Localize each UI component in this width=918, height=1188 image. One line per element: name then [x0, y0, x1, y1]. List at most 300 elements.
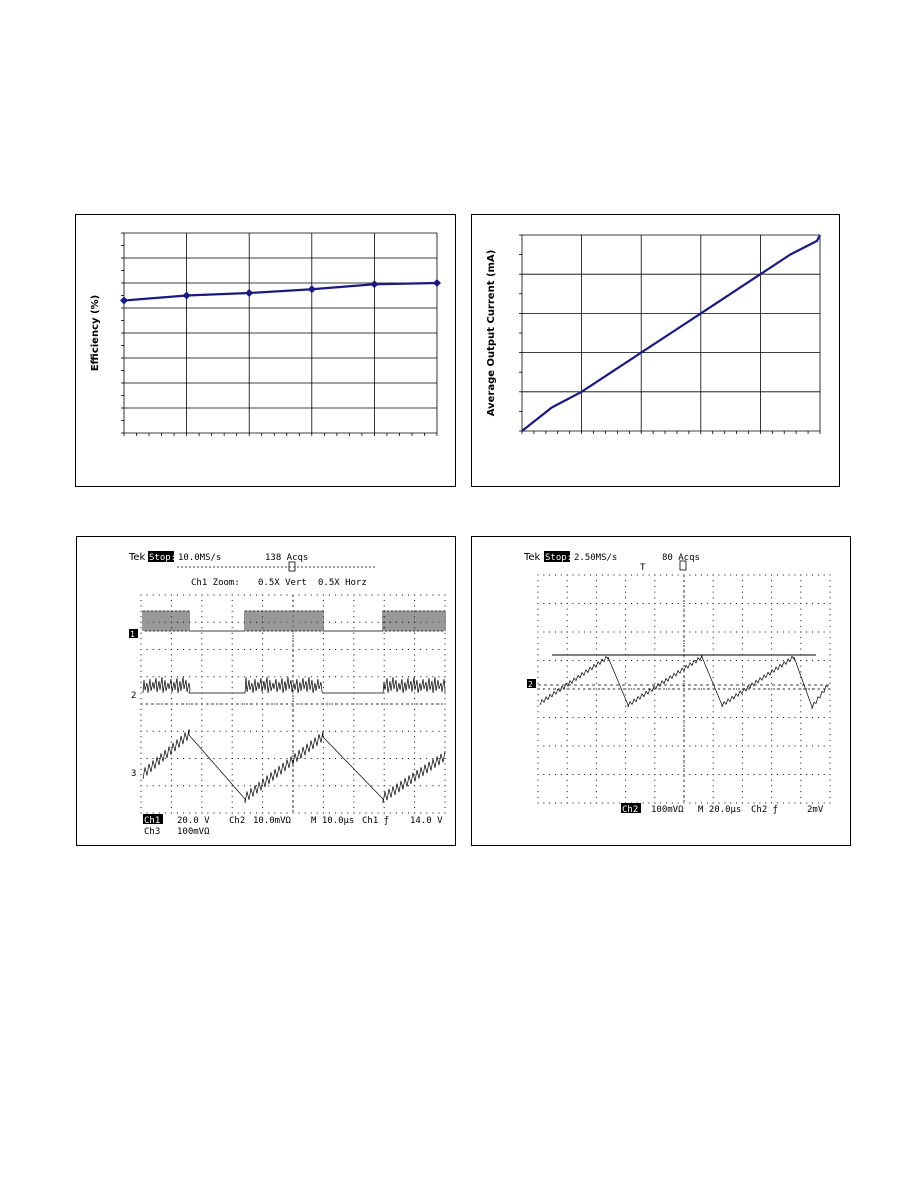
- grid-dot: [771, 649, 772, 650]
- grid-dot: [736, 689, 737, 690]
- grid-dot: [730, 774, 731, 775]
- grid-dot: [153, 785, 154, 786]
- grid-dot: [736, 717, 737, 718]
- grid-dot: [643, 632, 644, 633]
- grid-dot: [153, 595, 154, 596]
- grid-dot: [238, 622, 239, 623]
- grid-dot: [538, 603, 539, 604]
- grid-dot: [777, 575, 778, 576]
- grid-dot: [201, 660, 202, 661]
- grid-dot: [402, 649, 403, 650]
- grid-dot: [353, 595, 354, 596]
- grid-dot: [372, 731, 373, 732]
- grid-dot: [353, 665, 354, 666]
- grid-dot: [280, 731, 281, 732]
- grid-dot: [141, 633, 142, 634]
- scope2-footer-trig-val: 2mV: [807, 805, 824, 815]
- grid-dot: [353, 660, 354, 661]
- grid-dot: [654, 626, 655, 627]
- grid-dot: [201, 600, 202, 601]
- grid-dot: [378, 785, 379, 786]
- grid-dot: [280, 595, 281, 596]
- grid-dot: [631, 746, 632, 747]
- grid-dot: [567, 700, 568, 701]
- grid-dot: [299, 785, 300, 786]
- grid-dot: [713, 728, 714, 729]
- grid-dot: [701, 717, 702, 718]
- grid-dot: [602, 746, 603, 747]
- grid-dot: [402, 676, 403, 677]
- grid-dot: [365, 649, 366, 650]
- grid-dot: [538, 706, 539, 707]
- grid-dot: [625, 728, 626, 729]
- grid-dot: [765, 689, 766, 690]
- output-current-series-line: [522, 235, 820, 431]
- grid-dot: [438, 785, 439, 786]
- grid-dot: [329, 813, 330, 814]
- grid-dot: [654, 740, 655, 741]
- grid-dot: [561, 575, 562, 576]
- grid-dot: [171, 807, 172, 808]
- grid-dot: [414, 796, 415, 797]
- grid-dot: [596, 763, 597, 764]
- grid-dot: [335, 813, 336, 814]
- grid-dot: [759, 717, 760, 718]
- grid-dot: [625, 575, 626, 576]
- grid-dot: [818, 575, 819, 576]
- grid-dot: [654, 780, 655, 781]
- grid-dot: [625, 660, 626, 661]
- grid-dot: [189, 758, 190, 759]
- grid-dot: [171, 785, 172, 786]
- grid-dot: [602, 689, 603, 690]
- grid-dot: [584, 746, 585, 747]
- grid-dot: [596, 791, 597, 792]
- grid-dot: [608, 717, 609, 718]
- grid-dot: [736, 632, 737, 633]
- grid-dot: [262, 736, 263, 737]
- grid-dot: [323, 747, 324, 748]
- grid-dot: [800, 614, 801, 615]
- grid-dot: [794, 632, 795, 633]
- grid-dot: [765, 575, 766, 576]
- grid-dot: [372, 785, 373, 786]
- grid-dot: [678, 803, 679, 804]
- grid-dot: [730, 603, 731, 604]
- grid-dot: [317, 731, 318, 732]
- grid-dot: [171, 725, 172, 726]
- grid-dot: [323, 763, 324, 764]
- grid-dot: [384, 785, 385, 786]
- grid-dot: [438, 704, 439, 705]
- grid-dot: [414, 605, 415, 606]
- grid-dot: [232, 633, 233, 634]
- grid-dot: [201, 758, 202, 759]
- grid-dot: [824, 660, 825, 661]
- scope2-footer-time: M 20.0µs: [698, 805, 742, 815]
- grid-dot: [613, 575, 614, 576]
- grid-dot: [232, 785, 233, 786]
- grid-dot: [800, 717, 801, 718]
- grid-dot: [141, 774, 142, 775]
- grid-dot: [159, 758, 160, 759]
- grid-dot: [654, 637, 655, 638]
- grid-dot: [323, 698, 324, 699]
- grid-dot: [244, 704, 245, 705]
- grid-dot: [742, 632, 743, 633]
- grid-dot: [695, 774, 696, 775]
- grid-dot: [226, 785, 227, 786]
- grid-dot: [432, 595, 433, 596]
- grid-dot: [538, 632, 539, 633]
- grid-dot: [353, 627, 354, 628]
- grid-dot: [274, 676, 275, 677]
- grid-dot: [396, 595, 397, 596]
- grid-dot: [268, 649, 269, 650]
- grid-dot: [654, 734, 655, 735]
- grid-dot: [625, 791, 626, 792]
- grid-dot: [783, 660, 784, 661]
- grid-dot: [567, 632, 568, 633]
- grid-dot: [748, 575, 749, 576]
- grid-dot: [244, 785, 245, 786]
- grid-dot: [567, 763, 568, 764]
- grid-dot: [567, 746, 568, 747]
- grid-dot: [384, 731, 385, 732]
- grid-dot: [608, 660, 609, 661]
- grid-dot: [596, 728, 597, 729]
- grid-dot: [695, 632, 696, 633]
- grid-dot: [625, 723, 626, 724]
- grid-dot: [201, 796, 202, 797]
- grid-dot: [408, 704, 409, 705]
- grid-dot: [414, 725, 415, 726]
- grid-dot: [713, 797, 714, 798]
- grid-dot: [625, 592, 626, 593]
- grid-dot: [678, 632, 679, 633]
- grid-dot: [141, 644, 142, 645]
- grid-dot: [538, 575, 539, 576]
- grid-dot: [771, 683, 772, 684]
- grid-dot: [353, 709, 354, 710]
- grid-dot: [713, 774, 714, 775]
- scope1-header-left: Tek: [129, 552, 146, 563]
- grid-dot: [654, 677, 655, 678]
- grid-dot: [567, 637, 568, 638]
- grid-dot: [390, 731, 391, 732]
- grid-dot: [323, 595, 324, 596]
- grid-dot: [800, 768, 801, 769]
- grid-dot: [384, 709, 385, 710]
- grid-dot: [637, 603, 638, 604]
- grid-dot: [573, 717, 574, 718]
- grid-dot: [414, 807, 415, 808]
- grid-dot: [590, 660, 591, 661]
- grid-dot: [414, 698, 415, 699]
- grid-dot: [353, 671, 354, 672]
- grid-dot: [561, 803, 562, 804]
- grid-dot: [800, 666, 801, 667]
- grid-dot: [445, 731, 446, 732]
- grid-dot: [353, 736, 354, 737]
- grid-dot: [713, 803, 714, 804]
- grid-dot: [262, 665, 263, 666]
- grid-dot: [232, 747, 233, 748]
- grid-dot: [654, 614, 655, 615]
- grid-dot: [201, 791, 202, 792]
- grid-dot: [678, 660, 679, 661]
- grid-dot: [384, 676, 385, 677]
- grid-dot: [274, 758, 275, 759]
- grid-dot: [754, 575, 755, 576]
- grid-dot: [830, 706, 831, 707]
- grid-dot: [353, 654, 354, 655]
- grid-dot: [596, 683, 597, 684]
- grid-dot: [596, 597, 597, 598]
- grid-dot: [317, 813, 318, 814]
- grid-dot: [299, 595, 300, 596]
- grid-dot: [613, 774, 614, 775]
- grid-dot: [573, 603, 574, 604]
- grid-dot: [384, 649, 385, 650]
- grid-dot: [141, 671, 142, 672]
- grid-dot: [305, 731, 306, 732]
- scope2-footer-ch2: Ch2: [622, 805, 639, 815]
- grid-dot: [602, 632, 603, 633]
- grid-dot: [159, 813, 160, 814]
- grid-dot: [648, 603, 649, 604]
- grid-dot: [596, 592, 597, 593]
- grid-dot: [666, 603, 667, 604]
- grid-dot: [171, 654, 172, 655]
- grid-dot: [141, 742, 142, 743]
- grid-dot: [372, 649, 373, 650]
- grid-dot: [759, 774, 760, 775]
- grid-dot: [742, 774, 743, 775]
- grid-dot: [347, 813, 348, 814]
- grid-dot: [754, 803, 755, 804]
- grid-dot: [549, 632, 550, 633]
- grid-dot: [323, 813, 324, 814]
- grid-dot: [183, 731, 184, 732]
- scope1-footer-ch1-val: 20.0 V: [177, 816, 210, 826]
- grid-dot: [830, 785, 831, 786]
- grid-dot: [262, 763, 263, 764]
- grid-dot: [713, 614, 714, 615]
- grid-dot: [567, 580, 568, 581]
- grid-dot: [445, 709, 446, 710]
- grid-dot: [701, 632, 702, 633]
- grid-dot: [195, 676, 196, 677]
- grid-dot: [538, 746, 539, 747]
- grid-dot: [596, 620, 597, 621]
- grid-dot: [183, 758, 184, 759]
- grid-dot: [153, 731, 154, 732]
- grid-dot: [305, 649, 306, 650]
- grid-dot: [818, 774, 819, 775]
- grid-dot: [596, 740, 597, 741]
- grid-dot: [262, 649, 263, 650]
- grid-dot: [573, 575, 574, 576]
- grid-dot: [742, 740, 743, 741]
- grid-dot: [637, 575, 638, 576]
- grid-dot: [794, 774, 795, 775]
- grid-dot: [256, 649, 257, 650]
- output-current-chart: [472, 215, 839, 486]
- grid-dot: [396, 649, 397, 650]
- grid-dot: [625, 751, 626, 752]
- grid-dot: [561, 717, 562, 718]
- grid-dot: [201, 644, 202, 645]
- grid-dot: [353, 785, 354, 786]
- grid-dot: [238, 676, 239, 677]
- grid-dot: [538, 637, 539, 638]
- grid-dot: [625, 626, 626, 627]
- grid-dot: [754, 632, 755, 633]
- grid-dot: [232, 813, 233, 814]
- grid-dot: [414, 665, 415, 666]
- grid-dot: [765, 774, 766, 775]
- grid-dot: [824, 717, 825, 718]
- grid-dot: [262, 644, 263, 645]
- grid-dot: [806, 746, 807, 747]
- grid-dot: [800, 751, 801, 752]
- grid-dot: [724, 603, 725, 604]
- grid-dot: [359, 649, 360, 650]
- grid-dot: [643, 746, 644, 747]
- scope1-zoom-vert: 0.5X Vert: [258, 578, 307, 588]
- grid-dot: [742, 757, 743, 758]
- grid-dot: [445, 595, 446, 596]
- grid-dot: [771, 746, 772, 747]
- grid-dot: [771, 586, 772, 587]
- grid-dot: [625, 694, 626, 695]
- grid-dot: [171, 693, 172, 694]
- grid-dot: [353, 725, 354, 726]
- grid-dot: [719, 717, 720, 718]
- grid-dot: [689, 717, 690, 718]
- grid-dot: [625, 586, 626, 587]
- grid-dot: [625, 706, 626, 707]
- grid-dot: [613, 660, 614, 661]
- grid-dot: [689, 575, 690, 576]
- grid-dot: [567, 592, 568, 593]
- grid-dot: [800, 734, 801, 735]
- grid-dot: [771, 751, 772, 752]
- grid-dot: [713, 746, 714, 747]
- grid-dot: [812, 717, 813, 718]
- grid-dot: [654, 746, 655, 747]
- grid-dot: [201, 720, 202, 721]
- grid-dot: [432, 813, 433, 814]
- grid-dot: [578, 774, 579, 775]
- grid-dot: [538, 757, 539, 758]
- grid-dot: [719, 575, 720, 576]
- grid-dot: [765, 746, 766, 747]
- grid-dot: [153, 813, 154, 814]
- grid-dot: [759, 603, 760, 604]
- grid-dot: [414, 791, 415, 792]
- grid-dot: [445, 763, 446, 764]
- grid-dot: [141, 654, 142, 655]
- grid-dot: [584, 575, 585, 576]
- grid-dot: [730, 717, 731, 718]
- grid-dot: [806, 660, 807, 661]
- grid-dot: [800, 797, 801, 798]
- grid-dot: [777, 632, 778, 633]
- grid-dot: [274, 731, 275, 732]
- grid-dot: [713, 723, 714, 724]
- grid-dot: [830, 671, 831, 672]
- scope1-zoom-horz: 0.5X Horz: [318, 578, 367, 588]
- grid-dot: [408, 595, 409, 596]
- grid-dot: [654, 620, 655, 621]
- grid-dot: [543, 660, 544, 661]
- grid-dot: [578, 603, 579, 604]
- grid-dot: [543, 774, 544, 775]
- grid-dot: [771, 689, 772, 690]
- grid-dot: [771, 614, 772, 615]
- grid-dot: [771, 711, 772, 712]
- grid-dot: [365, 731, 366, 732]
- grid-dot: [159, 649, 160, 650]
- grid-dot: [201, 780, 202, 781]
- grid-dot: [596, 785, 597, 786]
- grid-dot: [147, 813, 148, 814]
- grid-dot: [596, 637, 597, 638]
- grid-dot: [262, 638, 263, 639]
- grid-dot: [232, 709, 233, 710]
- grid-dot: [800, 575, 801, 576]
- grid-dot: [713, 768, 714, 769]
- grid-dot: [631, 774, 632, 775]
- grid-dot: [171, 698, 172, 699]
- grid-dot: [262, 600, 263, 601]
- grid-dot: [567, 597, 568, 598]
- grid-dot: [748, 660, 749, 661]
- grid-dot: [619, 717, 620, 718]
- output-current-chart-panel: [471, 214, 840, 487]
- grid-dot: [335, 622, 336, 623]
- grid-dot: [596, 603, 597, 604]
- grid-dot: [384, 616, 385, 617]
- grid-dot: [701, 774, 702, 775]
- grid-dot: [141, 600, 142, 601]
- grid-dot: [830, 694, 831, 695]
- grid-dot: [299, 813, 300, 814]
- grid-dot: [384, 725, 385, 726]
- grid-dot: [141, 802, 142, 803]
- grid-dot: [771, 637, 772, 638]
- grid-dot: [232, 753, 233, 754]
- grid-dot: [286, 785, 287, 786]
- grid-dot: [742, 746, 743, 747]
- grid-dot: [724, 746, 725, 747]
- grid-dot: [777, 660, 778, 661]
- grid-dot: [567, 683, 568, 684]
- grid-dot: [818, 632, 819, 633]
- grid-dot: [232, 731, 233, 732]
- grid-dot: [201, 671, 202, 672]
- grid-dot: [660, 575, 661, 576]
- grid-dot: [678, 774, 679, 775]
- grid-dot: [684, 723, 685, 724]
- grid-dot: [608, 575, 609, 576]
- scope-capture-2: [471, 536, 851, 846]
- grid-dot: [305, 676, 306, 677]
- grid-dot: [183, 704, 184, 705]
- grid-dot: [666, 803, 667, 804]
